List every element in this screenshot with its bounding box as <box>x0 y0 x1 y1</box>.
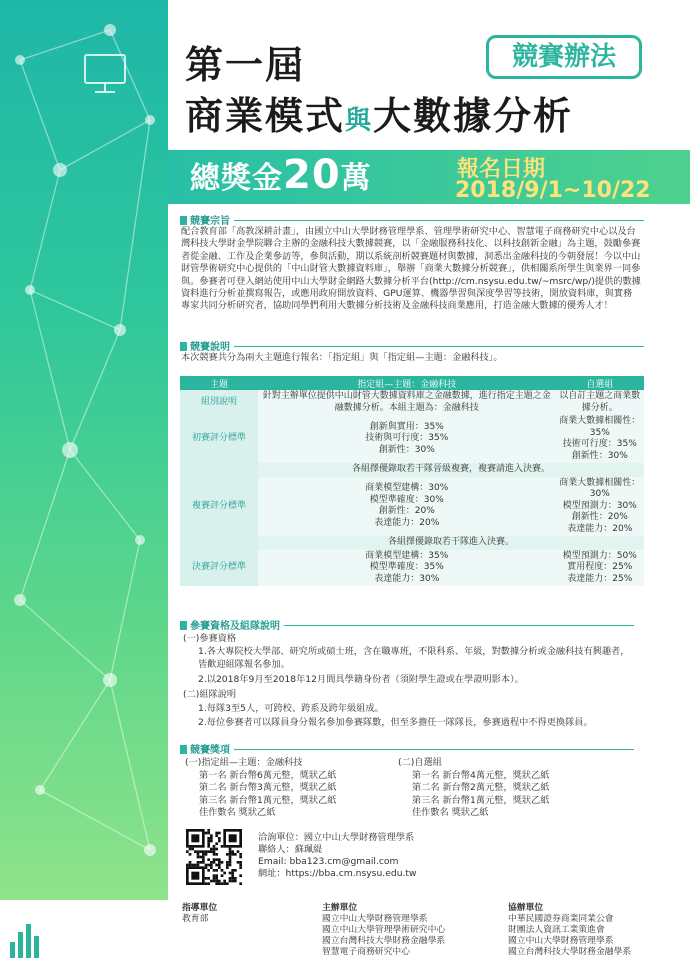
table-row-label: 組別說明 <box>180 390 258 415</box>
award-item: 第三名 新台幣1萬元整，獎狀乙紙 <box>199 794 337 806</box>
table-header-row <box>180 376 644 390</box>
footer-guidance: 指導單位 教育部 <box>182 903 218 924</box>
table-cell-open: 以自訂主題之商業數據分析。 <box>556 390 644 415</box>
contact-website-link[interactable]: 網址：https://bba.cm.nsysu.edu.tw <box>258 868 417 879</box>
table-header-1: 指定組—主題：金融科技 <box>258 376 556 390</box>
table-header-2: 自選組 <box>556 376 644 390</box>
section-description-heading: 競賽說明 <box>180 338 644 353</box>
table-header-0: 主題 <box>180 376 258 390</box>
rules-table <box>180 376 644 586</box>
eligibility-p3: 1.每隊3至5人，可跨校、跨系及跨年級組成。 <box>198 703 384 714</box>
contact-email-link[interactable]: Email: bba123.cm@gmail.com <box>258 856 399 867</box>
prize-amount: 20 <box>283 152 341 198</box>
rules-badge: 競賽辦法 <box>486 35 642 79</box>
table-body <box>180 390 644 586</box>
table-cell-designated: 商業模型建構：35% 模型準確度：35% 表達能力：30% <box>258 550 556 587</box>
table-cell-designated: 商業模型建構：30% 模型準確度：30% 創新性：20% 表達能力：20% <box>258 477 556 537</box>
registration-date: 2018/9/1~10/22 <box>455 178 651 203</box>
title-part-and: 與 <box>345 106 374 136</box>
table-row-label: 初賽評分標準 <box>180 415 258 463</box>
eligibility-h1: (一)參賽資格 <box>183 633 237 644</box>
footer-organizers: 主辦單位 國立中山大學財務管理學系 國立中山大學管理學術研究中心 國立台灣科技大學財務金融學系 智慧電子商務研究中心 <box>322 903 446 957</box>
contact-info: 洽詢單位：國立中山大學財務管理學系 聯絡人：蘇珮緹 Email: bba123.cm@gmail.com 網址：https://bba.cm.nsysu.edu.tw <box>258 832 417 879</box>
title-part-c: 大數據分析 <box>373 94 574 138</box>
table-row-label: 複賽評分標準 <box>180 477 258 537</box>
footer-item: 國立台灣科技大學財務金融學系 <box>322 936 446 946</box>
footer-item: 教育部 <box>182 914 209 924</box>
title-line-1: 第一屆 <box>185 43 306 87</box>
title-line-2 <box>185 85 573 140</box>
qr-code-icon <box>186 829 242 885</box>
section-awards-heading: 競賽獎項 <box>180 741 634 756</box>
eligibility-p2: 2.以2018年9月至2018年12月間具學籍身份者（須附學生證或在學證明影本）。 <box>198 674 524 685</box>
table-cell-open: 商業大數據相關性：35% 技術可行度：35% 創新性：30% <box>556 415 644 463</box>
footer-item: 中華民國證券商業同業公會 <box>508 914 614 924</box>
eligibility-p4: 2.每位參賽者可以隊員身分報名參加參賽隊數，但至多擔任一隊隊長，參賽過程中不得更換隊員。 <box>198 717 593 728</box>
table-row <box>180 390 644 415</box>
award-item: 佳作數名 獎狀乙紙 <box>199 807 276 818</box>
decorative-network-strip <box>0 0 168 900</box>
table-row <box>180 536 644 550</box>
network-graphic <box>0 0 168 900</box>
footer-item: 國立中山大學管理學術研究中心 <box>322 925 446 935</box>
footer-item: 國立中山大學財務管理學系 <box>508 936 614 946</box>
footer-item: 財團法人資訊工業策進會 <box>508 925 605 935</box>
table-note: 各組擇優錄取若干隊進入決賽。 <box>258 536 644 550</box>
bar-chart-icon <box>10 918 40 958</box>
footer-item: 智慧電子商務研究中心 <box>322 947 410 957</box>
award-item: 佳作數名 獎狀乙紙 <box>412 807 489 818</box>
eligibility-p1: 1.各大專院校大學部、研究所或碩士班，含在職專班，不限科系、年級，對數據分析或金融科技有興趣者，皆歡迎組隊報名參加。 <box>198 646 630 670</box>
awards-left: (一)指定組—主題：金融科技 第一名 新台幣6萬元整，獎狀乙紙 第二名 新台幣3萬元整，獎狀乙紙 第三名 新台幣1萬元整，獎狀乙紙 佳作數名 獎狀乙紙 <box>185 757 337 818</box>
prize-suffix: 萬 <box>340 161 372 196</box>
table-row <box>180 550 644 587</box>
award-item: 第一名 新台幣4萬元整，獎狀乙紙 <box>412 769 550 781</box>
table-cell-designated: 創新與實用：35% 技術與可行度：35% 創新性：30% <box>258 415 556 463</box>
title-part-a: 商業模式 <box>185 94 346 138</box>
table-row-label: 決賽評分標準 <box>180 550 258 587</box>
table-cell-open: 模型預測力：50% 實用程度：25% 表達能力：25% <box>556 550 644 587</box>
award-item: 第三名 新台幣1萬元整，獎狀乙紙 <box>412 794 550 806</box>
table-row <box>180 463 644 477</box>
table-cell-designated: 針對主辦單位提供中山財管大數據資料庫之金融數據，進行指定主題之金融數據分析。本組主題為：金融科技 <box>258 390 556 415</box>
registration-label: 報名日期 <box>457 157 546 182</box>
section-purpose-heading: 競賽宗旨 <box>180 212 644 227</box>
section-eligibility-heading: 參賽資格及組隊說明 <box>180 617 634 632</box>
table-row <box>180 477 644 537</box>
award-item: 第二名 新台幣3萬元整，獎狀乙紙 <box>199 782 337 793</box>
footer-coorganizers: 協辦單位 中華民國證券商業同業公會 財團法人資訊工業策進會 國立中山大學財務管理學系 國立台灣科技大學財務金融學系 <box>508 903 632 957</box>
footer-item: 國立中山大學財務管理學系 <box>322 914 428 924</box>
table-note: 各組擇優錄取若干隊晉級複賽，複賽請進入決賽。 <box>258 463 644 477</box>
total-prize <box>190 152 372 198</box>
eligibility-h2: (二)組隊說明 <box>183 689 237 700</box>
table-row <box>180 415 644 463</box>
monitor-icon <box>85 55 125 92</box>
purpose-text: 配合教育部「高教深耕計畫」，由國立中山大學財務管理學系、管理學術研究中心、智慧電子商務研究中心以及台灣科技大學財金學院聯合主辦的金融科技大數據競賽，以「金融服務科技化、以科技創新金融」為主題，鼓勵參賽者從金融、工作及企業參訪等，參與活動，期以系統剖析競賽題材與數據，洞悉出金融科技的今朝發展！今以中山財管學術研究中心提供的「中山財管大數據資料庫」，舉辦「商業大數據分析競賽」，供相關系所學生與業界一同參與。參賽者可登入網站使用中山大學財金網路大數據分析平台(http://cm.nsysu.edu.tw/~msrc/wp/)提供的數據資料進行分析並撰寫報告，或應用政府開放資料、GPU運算、機器學習與深度學習等技術，開放資料庫，與實務專家共同分析研究者，協助同學們利用大數據分析技術及金融科技商業應用，打造金融大數據的優秀人才！ <box>181 226 641 312</box>
award-item: 第一名 新台幣6萬元整，獎狀乙紙 <box>199 769 337 781</box>
description-intro: 本次競賽共分為兩大主題進行報名：「指定組」與「指定組—主題：金融科技」。 <box>181 352 503 363</box>
prize-prefix: 總獎金 <box>190 161 283 196</box>
footer-item: 國立台灣科技大學財務金融學系 <box>508 947 632 957</box>
table-cell-open: 商業大數據相關性：30% 模型預測力：30% 創新性：20% 表達能力：20% <box>556 477 644 537</box>
awards-right: (二)自選組 第一名 新台幣4萬元整，獎狀乙紙 第二名 新台幣2萬元整，獎狀乙紙 第三名 新台幣1萬元整，獎狀乙紙 佳作數名 獎狀乙紙 <box>398 757 550 818</box>
award-item: 第二名 新台幣2萬元整，獎狀乙紙 <box>412 782 550 793</box>
